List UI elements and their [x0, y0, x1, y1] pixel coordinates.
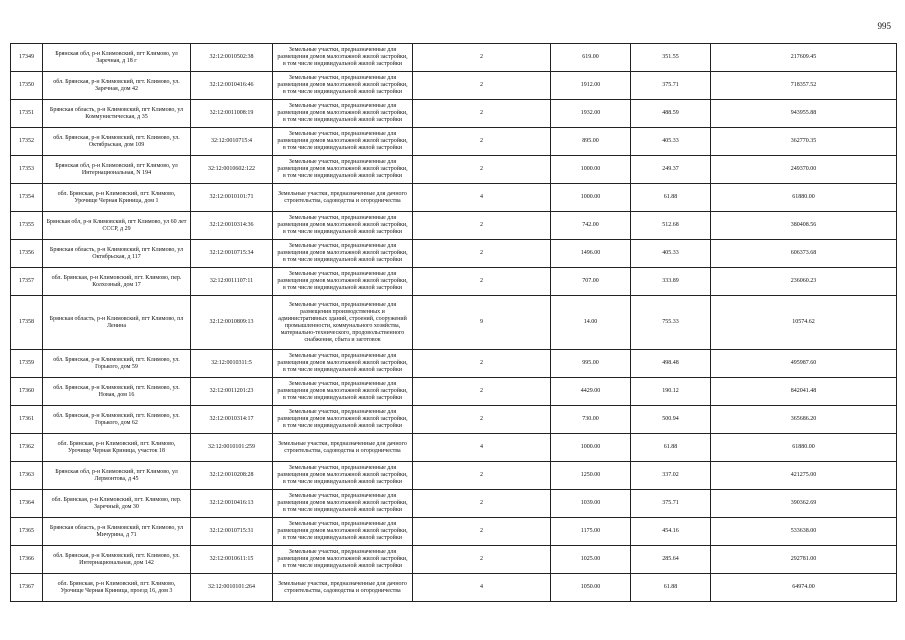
- cadastral-number-cell: 32:12:0010715:31: [191, 518, 273, 546]
- land-use-cell: Земельные участки, предназначенные для размещения домов малоэтажной жилой застройки, в том числе индивидуальной жилой застройки: [273, 490, 413, 518]
- table-row: [11, 406, 897, 434]
- area-cell: 1250.00: [551, 462, 631, 490]
- rate-cell: 375.71: [631, 72, 711, 100]
- cadastral-value-cell: 718357.52: [711, 72, 897, 100]
- area-cell: 1000.00: [551, 156, 631, 184]
- area-cell: 1025.00: [551, 546, 631, 574]
- cadastral-value-cell: 236060.23: [711, 268, 897, 296]
- rate-cell: 512.68: [631, 212, 711, 240]
- group-cell: 2: [413, 240, 551, 268]
- group-cell: 2: [413, 156, 551, 184]
- table-row: [11, 350, 897, 378]
- address-cell: Брянская область, р-н Климовский, пгт Климово, ул Коммунистическая, д 35: [43, 100, 191, 128]
- group-cell: 2: [413, 518, 551, 546]
- rate-cell: 333.89: [631, 268, 711, 296]
- cadastral-number-cell: 32:12:0010809:13: [191, 296, 273, 350]
- area-cell: 1050.00: [551, 574, 631, 602]
- land-use-cell: Земельные участки, предназначенные для дачного строительства, садоводства и огородничества: [273, 434, 413, 462]
- rate-cell: 190.12: [631, 378, 711, 406]
- area-cell: 1000.00: [551, 434, 631, 462]
- rate-cell: 488.59: [631, 100, 711, 128]
- row-number: 17349: [11, 44, 43, 72]
- group-cell: 2: [413, 72, 551, 100]
- row-number: 17360: [11, 378, 43, 406]
- row-number: 17362: [11, 434, 43, 462]
- address-cell: обл. Брянская, р-н Климовский, пгт. Климово, пер. Заречный, дом 30: [43, 490, 191, 518]
- land-use-cell: Земельные участки, предназначенные для размещения домов малоэтажной жилой застройки, в том числе индивидуальной жилой застройки: [273, 240, 413, 268]
- address-cell: обл. Брянская, р-н Климовский, пгт. Климово, Урочище Черная Криница, дом 1: [43, 184, 191, 212]
- table-row: [11, 44, 897, 72]
- rate-cell: 61.88: [631, 184, 711, 212]
- group-cell: 4: [413, 574, 551, 602]
- cadastral-number-cell: 32:12:0010101:259: [191, 434, 273, 462]
- rate-cell: 498.48: [631, 350, 711, 378]
- rate-cell: 61.88: [631, 574, 711, 602]
- cadastral-value-cell: 943955.88: [711, 100, 897, 128]
- row-number: 17351: [11, 100, 43, 128]
- table-row: [11, 128, 897, 156]
- cadastral-number-cell: 32:12:0010715:34: [191, 240, 273, 268]
- area-cell: 1912.00: [551, 72, 631, 100]
- cadastral-value-cell: 842041.48: [711, 378, 897, 406]
- table-row: [11, 72, 897, 100]
- row-number: 17364: [11, 490, 43, 518]
- row-number: 17350: [11, 72, 43, 100]
- table-row: [11, 100, 897, 128]
- cadastral-value-cell: 390362.69: [711, 490, 897, 518]
- area-cell: 619.00: [551, 44, 631, 72]
- cadastral-value-cell: 249370.00: [711, 156, 897, 184]
- cadastral-number-cell: 32:12:0010416:13: [191, 490, 273, 518]
- area-cell: 730.00: [551, 406, 631, 434]
- table-row: [11, 574, 897, 602]
- rate-cell: 454.16: [631, 518, 711, 546]
- area-cell: 4429.00: [551, 378, 631, 406]
- cadastral-value-cell: 64974.00: [711, 574, 897, 602]
- table-row: [11, 490, 897, 518]
- row-number: 17365: [11, 518, 43, 546]
- group-cell: 2: [413, 406, 551, 434]
- address-cell: обл. Брянская, р-н Климовский, пгт. Климово, ул. Октябрьская, дом 109: [43, 128, 191, 156]
- area-cell: 14.00: [551, 296, 631, 350]
- land-use-cell: Земельные участки, предназначенные для размещения домов малоэтажной жилой застройки, в том числе индивидуальной жилой застройки: [273, 462, 413, 490]
- area-cell: 995.00: [551, 350, 631, 378]
- cadastral-value-cell: 217609.45: [711, 44, 897, 72]
- row-number: 17366: [11, 546, 43, 574]
- table-row: [11, 184, 897, 212]
- address-cell: Брянская область, р-н Климовский, пгт Климово, ул Мичурина, д 71: [43, 518, 191, 546]
- address-cell: Брянская обл, р-н Климовский, пгт Климово, ул Интернациональная, N 194: [43, 156, 191, 184]
- table-body: [11, 44, 897, 602]
- group-cell: 2: [413, 44, 551, 72]
- address-cell: Брянская область, р-н Климовский, пгт Климово, ул Октябрьская, д 117: [43, 240, 191, 268]
- address-cell: обл. Брянская, р-н Климовский, пгт. Климово, ул. Интернациональная, дом 142: [43, 546, 191, 574]
- cadastral-value-cell: 61880.00: [711, 434, 897, 462]
- group-cell: 9: [413, 296, 551, 350]
- land-use-cell: Земельные участки, предназначенные для размещения домов малоэтажной жилой застройки, в том числе индивидуальной жилой застройки: [273, 156, 413, 184]
- cadastral-number-cell: 32:12:0010314:36: [191, 212, 273, 240]
- cadastral-number-cell: 32:12:0010416:46: [191, 72, 273, 100]
- row-number: 17363: [11, 462, 43, 490]
- address-cell: обл. Брянская, р-н Климовский, пгт. Климово, ул. Горького, дом 59: [43, 350, 191, 378]
- row-number: 17352: [11, 128, 43, 156]
- table-row: [11, 462, 897, 490]
- land-use-cell: Земельные участки, предназначенные для дачного строительства, садоводства и огородничества: [273, 574, 413, 602]
- group-cell: 2: [413, 100, 551, 128]
- rate-cell: 249.37: [631, 156, 711, 184]
- cadastral-value-cell: 495987.60: [711, 350, 897, 378]
- address-cell: обл. Брянская, р-н Климовский, пгт. Климово, пер. Колхозный, дом 17: [43, 268, 191, 296]
- group-cell: 4: [413, 434, 551, 462]
- cadastral-value-cell: 362770.35: [711, 128, 897, 156]
- land-use-cell: Земельные участки, предназначенные для размещения домов малоэтажной жилой застройки, в том числе индивидуальной жилой застройки: [273, 268, 413, 296]
- table-row: [11, 378, 897, 406]
- address-cell: Брянская обл, р-н Климовский, пгт Климово, ул 60 лет СССР, д 29: [43, 212, 191, 240]
- land-use-cell: Земельные участки, предназначенные для размещения домов малоэтажной жилой застройки, в том числе индивидуальной жилой застройки: [273, 406, 413, 434]
- table-row: [11, 434, 897, 462]
- group-cell: 2: [413, 546, 551, 574]
- rate-cell: 405.33: [631, 240, 711, 268]
- address-cell: Брянская область, р-н Климовский, пгт Климово, пл Ленина: [43, 296, 191, 350]
- area-cell: 895.00: [551, 128, 631, 156]
- cadastral-number-cell: 32:12:0010311:5: [191, 350, 273, 378]
- area-cell: 1039.00: [551, 490, 631, 518]
- row-number: 17357: [11, 268, 43, 296]
- land-use-cell: Земельные участки, предназначенные для размещения домов малоэтажной жилой застройки, в том числе индивидуальной жилой застройки: [273, 44, 413, 72]
- rate-cell: 285.64: [631, 546, 711, 574]
- cadastral-value-cell: 10574.62: [711, 296, 897, 350]
- row-number: 17367: [11, 574, 43, 602]
- cadastral-value-cell: 606373.68: [711, 240, 897, 268]
- address-cell: Брянская обл, р-н Климовский, пгт Климово, ул Лермонтова, д 45: [43, 462, 191, 490]
- area-cell: 707.00: [551, 268, 631, 296]
- row-number: 17361: [11, 406, 43, 434]
- cadastral-value-cell: 61880.00: [711, 184, 897, 212]
- row-number: 17354: [11, 184, 43, 212]
- group-cell: 4: [413, 184, 551, 212]
- cadastral-value-cell: 292781.00: [711, 546, 897, 574]
- address-cell: обл. Брянская, р-н Климовский, пгт. Климово, ул. Новая, дом 16: [43, 378, 191, 406]
- address-cell: обл. Брянская, р-н Климовский, пгт. Климово, Урочище Черная Криница, участок 18: [43, 434, 191, 462]
- cadastral-number-cell: 32:12:0010602:122: [191, 156, 273, 184]
- group-cell: 2: [413, 268, 551, 296]
- land-use-cell: Земельные участки, предназначенные для размещения производственных и административных зданий, строений, сооружений промышленности, коммунального хозяйства, материально-технического, продовольственного снабжения, сбыта и заготовок: [273, 296, 413, 350]
- address-cell: Брянская обл, р-н Климовский, пгт Климово, ул Заречная, д 18 г: [43, 44, 191, 72]
- address-cell: обл. Брянская, р-н Климовский, пгт. Климово, ул. Заречная, дом 42: [43, 72, 191, 100]
- area-cell: 1932.00: [551, 100, 631, 128]
- table-row: [11, 240, 897, 268]
- row-number: 17359: [11, 350, 43, 378]
- cadastral-value-cell: 533638.00: [711, 518, 897, 546]
- group-cell: 2: [413, 490, 551, 518]
- cadastral-value-cell: 365686.20: [711, 406, 897, 434]
- cadastral-number-cell: 32:12:0010101:264: [191, 574, 273, 602]
- cadastral-value-cell: 421275.00: [711, 462, 897, 490]
- group-cell: 2: [413, 212, 551, 240]
- area-cell: 1000.00: [551, 184, 631, 212]
- land-use-cell: Земельные участки, предназначенные для размещения домов малоэтажной жилой застройки, в том числе индивидуальной жилой застройки: [273, 212, 413, 240]
- land-use-cell: Земельные участки, предназначенные для размещения домов малоэтажной жилой застройки, в том числе индивидуальной жилой застройки: [273, 378, 413, 406]
- rate-cell: 61.88: [631, 434, 711, 462]
- cadastral-number-cell: 32:12:0010502:38: [191, 44, 273, 72]
- address-cell: обл. Брянская, р-н Климовский, пгт. Климово, Урочище Черная Криница, проезд 16, дом 3: [43, 574, 191, 602]
- land-use-cell: Земельные участки, предназначенные для размещения домов малоэтажной жилой застройки, в том числе индивидуальной жилой застройки: [273, 350, 413, 378]
- area-cell: 742.00: [551, 212, 631, 240]
- row-number: 17355: [11, 212, 43, 240]
- land-use-cell: Земельные участки, предназначенные для размещения домов малоэтажной жилой застройки, в том числе индивидуальной жилой застройки: [273, 546, 413, 574]
- land-use-cell: Земельные участки, предназначенные для размещения домов малоэтажной жилой застройки, в том числе индивидуальной жилой застройки: [273, 100, 413, 128]
- row-number: 17356: [11, 240, 43, 268]
- table-row: [11, 518, 897, 546]
- rate-cell: 351.55: [631, 44, 711, 72]
- group-cell: 2: [413, 462, 551, 490]
- group-cell: 2: [413, 378, 551, 406]
- row-number: 17358: [11, 296, 43, 350]
- cadastral-number-cell: 32:12:0011008:19: [191, 100, 273, 128]
- rate-cell: 337.02: [631, 462, 711, 490]
- group-cell: 2: [413, 128, 551, 156]
- rate-cell: 755.33: [631, 296, 711, 350]
- cadastral-number-cell: 32:12:0010715:4: [191, 128, 273, 156]
- area-cell: 1175.00: [551, 518, 631, 546]
- land-use-cell: Земельные участки, предназначенные для дачного строительства, садоводства и огородничества: [273, 184, 413, 212]
- row-number: 17353: [11, 156, 43, 184]
- land-use-cell: Земельные участки, предназначенные для размещения домов малоэтажной жилой застройки, в том числе индивидуальной жилой застройки: [273, 518, 413, 546]
- land-registry-table: [10, 43, 897, 602]
- cadastral-number-cell: 32:12:0010611:15: [191, 546, 273, 574]
- table-row: [11, 212, 897, 240]
- table-row: [11, 546, 897, 574]
- page-number: 995: [877, 21, 891, 31]
- cadastral-value-cell: 380408.56: [711, 212, 897, 240]
- land-use-cell: Земельные участки, предназначенные для размещения домов малоэтажной жилой застройки, в том числе индивидуальной жилой застройки: [273, 128, 413, 156]
- cadastral-number-cell: 32:12:0010101:71: [191, 184, 273, 212]
- address-cell: обл. Брянская, р-н Климовский, пгт. Климово, ул. Горького, дом 62: [43, 406, 191, 434]
- rate-cell: 405.33: [631, 128, 711, 156]
- rate-cell: 500.94: [631, 406, 711, 434]
- land-use-cell: Земельные участки, предназначенные для размещения домов малоэтажной жилой застройки, в том числе индивидуальной жилой застройки: [273, 72, 413, 100]
- cadastral-number-cell: 32:12:0010314:17: [191, 406, 273, 434]
- area-cell: 1496.00: [551, 240, 631, 268]
- cadastral-number-cell: 32:12:0011107:11: [191, 268, 273, 296]
- cadastral-number-cell: 32:12:0010208:28: [191, 462, 273, 490]
- table-row: [11, 268, 897, 296]
- group-cell: 2: [413, 350, 551, 378]
- table-row: [11, 156, 897, 184]
- table-row: [11, 296, 897, 350]
- rate-cell: 375.71: [631, 490, 711, 518]
- cadastral-number-cell: 32:12:0011201:23: [191, 378, 273, 406]
